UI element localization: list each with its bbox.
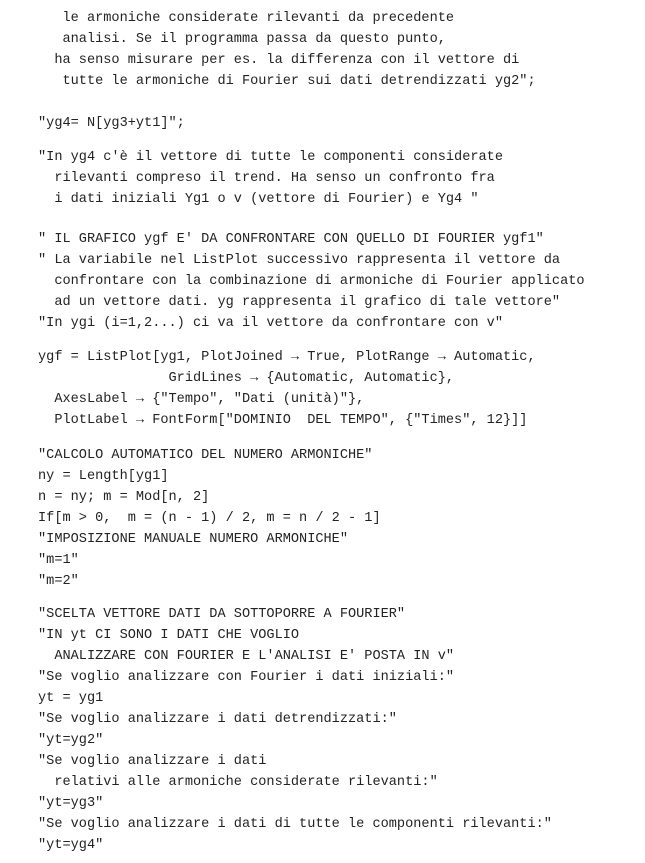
text-line: ny = Length[yg1] xyxy=(38,469,169,484)
text-line: "CALCOLO AUTOMATICO DEL NUMERO ARMONICHE" xyxy=(38,448,373,463)
text-line: " IL GRAFICO ygf E' DA CONFRONTARE CON QUELLO DI FOURIER ygf1" xyxy=(38,232,544,247)
text-line: "yt=yg3" xyxy=(38,796,104,811)
text-line: "Se voglio analizzare i dati di tutte le componenti rilevanti:" xyxy=(38,817,552,832)
text-line: confrontare con la combinazione di armoniche di Fourier applicato xyxy=(38,274,585,289)
text-line: "yt=yg2" xyxy=(38,733,104,748)
text-line: "SCELTA VETTORE DATI DA SOTTOPORRE A FOURIER" xyxy=(38,607,406,622)
text-line: ad un vettore dati. yg rappresenta il grafico di tale vettore" xyxy=(38,295,561,310)
text-line: "yt=yg4" xyxy=(38,838,104,853)
text-line: n = ny; m = Mod[n, 2] xyxy=(38,490,210,505)
text-line: "In yg4 c'è il vettore di tutte le componenti considerate xyxy=(38,150,503,165)
text-line: rilevanti compreso il trend. Ha senso un confronto fra xyxy=(38,171,495,186)
text-line: AxesLabel → {"Tempo", "Dati (unità)"}, xyxy=(38,392,365,407)
text-line: ANALIZZARE CON FOURIER E L'ANALISI E' POSTA IN v" xyxy=(38,649,455,664)
text-line: "Se voglio analizzare i dati xyxy=(38,754,267,769)
text-line: le armoniche considerate rilevanti da precedente xyxy=(38,11,455,26)
text-line: analisi. Se il programma passa da questo punto, xyxy=(38,32,446,47)
text-line: yt = yg1 xyxy=(38,691,104,706)
text-line: If[m > 0, m = (n - 1) / 2, m = n / 2 - 1] xyxy=(38,511,381,526)
text-line: GridLines → {Automatic, Automatic}, xyxy=(38,371,455,386)
text-line: ha senso misurare per es. la differenza con il vettore di xyxy=(38,53,520,68)
text-line: "IMPOSIZIONE MANUALE NUMERO ARMONICHE" xyxy=(38,532,348,547)
text-line: "m=1" xyxy=(38,553,79,568)
text-line: "m=2" xyxy=(38,574,79,589)
text-line: "IN yt CI SONO I DATI CHE VOGLIO xyxy=(38,628,300,643)
text-line: relativi alle armoniche considerate rilevanti:" xyxy=(38,775,438,790)
text-line: ygf = ListPlot[yg1, PlotJoined → True, PlotRange → Automatic, xyxy=(38,350,536,365)
text-line: " La variabile nel ListPlot successivo rappresenta il vettore da xyxy=(38,253,561,268)
text-line: "In ygi (i=1,2...) ci va il vettore da confrontare con v" xyxy=(38,316,503,331)
text-line: i dati iniziali Yg1 o v (vettore di Fourier) e Yg4 " xyxy=(38,192,479,207)
text-line: "Se voglio analizzare i dati detrendizzati:" xyxy=(38,712,397,727)
text-line: PlotLabel → FontForm["DOMINIO DEL TEMPO", {"Times", 12}]] xyxy=(38,413,528,428)
text-line: tutte le armoniche di Fourier sui dati detrendizzati yg2"; xyxy=(38,74,536,89)
text-line: "yg4= N[yg3+yt1]"; xyxy=(38,116,185,131)
text-line: "Se voglio analizzare con Fourier i dati iniziali:" xyxy=(38,670,455,685)
